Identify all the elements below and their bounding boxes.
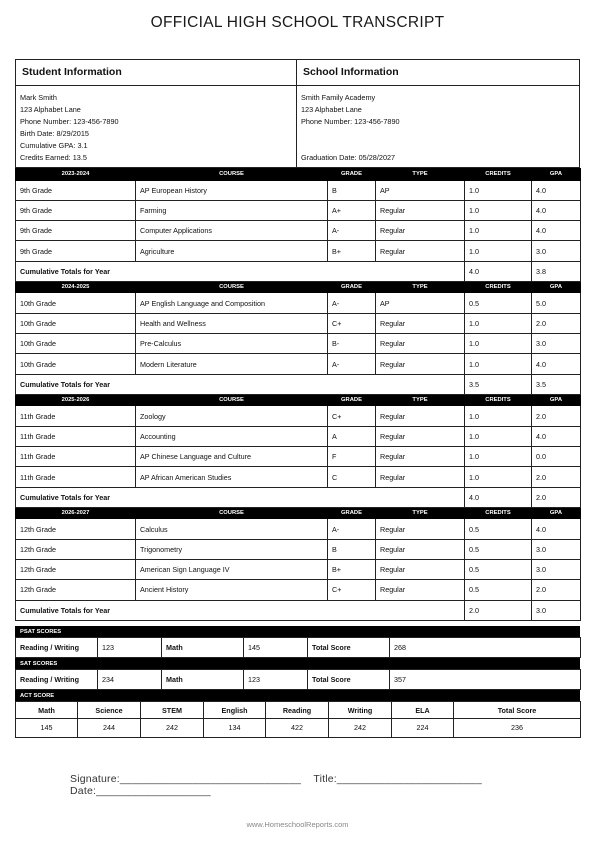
sat-table bbox=[15, 669, 581, 690]
course-row bbox=[16, 447, 581, 467]
footer-url: www.HomeschoolReports.com bbox=[246, 820, 349, 829]
course-row bbox=[16, 334, 581, 354]
letter-grade: C+ bbox=[328, 313, 376, 333]
course-gpa: 2.0 bbox=[532, 313, 581, 333]
act-heading: ACT SCORE bbox=[15, 690, 580, 701]
course-credits: 1.0 bbox=[465, 406, 532, 426]
grade-level: 11th Grade bbox=[16, 426, 136, 446]
course-name: Calculus bbox=[136, 519, 328, 539]
course-credits: 1.0 bbox=[465, 426, 532, 446]
column-header-course: COURSE bbox=[136, 169, 328, 181]
grade-level: 10th Grade bbox=[16, 334, 136, 354]
course-name: Ancient History bbox=[136, 580, 328, 600]
student-cumulative-gpa: Cumulative GPA: 3.1 bbox=[20, 141, 88, 150]
date-field: Date:___________________ bbox=[70, 785, 211, 797]
course-type: Regular bbox=[376, 580, 465, 600]
course-row bbox=[16, 580, 581, 600]
course-row bbox=[16, 519, 581, 539]
course-gpa: 3.0 bbox=[532, 539, 581, 559]
course-gpa: 4.0 bbox=[532, 221, 581, 241]
school-info-heading: School Information bbox=[297, 60, 579, 86]
letter-grade: A- bbox=[328, 519, 376, 539]
course-type: Regular bbox=[376, 467, 465, 487]
course-row bbox=[16, 180, 581, 200]
course-row bbox=[16, 426, 581, 446]
act-table bbox=[15, 701, 581, 738]
totals-credits: 4.0 bbox=[465, 261, 532, 281]
column-header-grade: GRADE bbox=[328, 281, 376, 293]
course-name: AP English Language and Composition bbox=[136, 293, 328, 313]
course-row bbox=[16, 241, 581, 261]
year-header-row bbox=[16, 394, 581, 406]
course-gpa: 4.0 bbox=[532, 426, 581, 446]
year-header-row bbox=[16, 281, 581, 293]
course-type: Regular bbox=[376, 221, 465, 241]
column-header-credits: CREDITS bbox=[465, 281, 532, 293]
course-credits: 1.0 bbox=[465, 334, 532, 354]
graduation-date: Graduation Date: 05/28/2027 bbox=[301, 153, 396, 162]
column-header-type: TYPE bbox=[376, 394, 465, 406]
grade-level: 9th Grade bbox=[16, 241, 136, 261]
course-credits: 1.0 bbox=[465, 200, 532, 220]
course-name: Pre-Calculus bbox=[136, 334, 328, 354]
course-row bbox=[16, 406, 581, 426]
course-gpa: 3.0 bbox=[532, 241, 581, 261]
column-header-grade: GRADE bbox=[328, 394, 376, 406]
course-credits: 1.0 bbox=[465, 313, 532, 333]
course-row bbox=[16, 354, 581, 374]
sat-math-label: Math bbox=[162, 670, 244, 690]
letter-grade: A- bbox=[328, 354, 376, 374]
course-credits: 1.0 bbox=[465, 467, 532, 487]
column-header-credits: CREDITS bbox=[465, 394, 532, 406]
school-address: 123 Alphabet Lane bbox=[301, 105, 362, 114]
course-row bbox=[16, 467, 581, 487]
column-header-type: TYPE bbox=[376, 281, 465, 293]
course-name: Farming bbox=[136, 200, 328, 220]
totals-credits: 2.0 bbox=[465, 600, 532, 620]
course-name: Trigonometry bbox=[136, 539, 328, 559]
psat-reading-label: Reading / Writing bbox=[16, 638, 98, 658]
course-credits: 0.5 bbox=[465, 539, 532, 559]
course-credits: 1.0 bbox=[465, 221, 532, 241]
totals-gpa: 3.5 bbox=[532, 374, 581, 394]
sat-math-score: 123 bbox=[244, 670, 308, 690]
letter-grade: B bbox=[328, 539, 376, 559]
student-credits-earned: Credits Earned: 13.5 bbox=[20, 153, 87, 162]
column-header-grade: GRADE bbox=[328, 507, 376, 519]
year-label: 2024-2025 bbox=[16, 281, 136, 293]
year-totals-row bbox=[16, 374, 581, 394]
act-score-english: 134 bbox=[204, 719, 266, 738]
act-label-ela: ELA bbox=[392, 702, 454, 719]
column-header-course: COURSE bbox=[136, 281, 328, 293]
course-type: Regular bbox=[376, 539, 465, 559]
totals-label: Cumulative Totals for Year bbox=[16, 374, 465, 394]
totals-gpa: 3.0 bbox=[532, 600, 581, 620]
act-score-writing: 242 bbox=[329, 719, 392, 738]
sat-row bbox=[16, 670, 581, 690]
course-name: Modern Literature bbox=[136, 354, 328, 374]
letter-grade: A- bbox=[328, 221, 376, 241]
year-totals-row bbox=[16, 487, 581, 507]
course-gpa: 4.0 bbox=[532, 180, 581, 200]
course-gpa: 5.0 bbox=[532, 293, 581, 313]
column-header-credits: CREDITS bbox=[465, 169, 532, 181]
course-row bbox=[16, 560, 581, 580]
column-header-gpa: GPA bbox=[532, 394, 581, 406]
year-label: 2025-2026 bbox=[16, 394, 136, 406]
course-gpa: 0.0 bbox=[532, 447, 581, 467]
column-header-credits: CREDITS bbox=[465, 507, 532, 519]
grades-table bbox=[15, 168, 581, 621]
psat-reading-score: 123 bbox=[98, 638, 162, 658]
course-gpa: 3.0 bbox=[532, 334, 581, 354]
course-name: Health and Wellness bbox=[136, 313, 328, 333]
column-header-gpa: GPA bbox=[532, 281, 581, 293]
course-type: Regular bbox=[376, 447, 465, 467]
psat-total-label: Total Score bbox=[308, 638, 390, 658]
course-name: Agriculture bbox=[136, 241, 328, 261]
course-gpa: 2.0 bbox=[532, 406, 581, 426]
year-totals-row bbox=[16, 600, 581, 620]
course-gpa: 3.0 bbox=[532, 560, 581, 580]
column-header-gpa: GPA bbox=[532, 169, 581, 181]
grade-level: 9th Grade bbox=[16, 200, 136, 220]
psat-math-label: Math bbox=[162, 638, 244, 658]
letter-grade: A bbox=[328, 426, 376, 446]
course-gpa: 2.0 bbox=[532, 580, 581, 600]
course-row bbox=[16, 293, 581, 313]
course-credits: 1.0 bbox=[465, 447, 532, 467]
course-gpa: 4.0 bbox=[532, 354, 581, 374]
totals-gpa: 2.0 bbox=[532, 487, 581, 507]
course-type: Regular bbox=[376, 560, 465, 580]
grade-level: 11th Grade bbox=[16, 447, 136, 467]
sat-reading-label: Reading / Writing bbox=[16, 670, 98, 690]
letter-grade: C+ bbox=[328, 406, 376, 426]
course-type: Regular bbox=[376, 334, 465, 354]
course-type: AP bbox=[376, 180, 465, 200]
act-score-science: 244 bbox=[78, 719, 141, 738]
column-header-gpa: GPA bbox=[532, 507, 581, 519]
course-credits: 0.5 bbox=[465, 560, 532, 580]
course-type: Regular bbox=[376, 519, 465, 539]
totals-credits: 3.5 bbox=[465, 374, 532, 394]
psat-heading: PSAT SCORES bbox=[15, 626, 580, 637]
course-credits: 0.5 bbox=[465, 580, 532, 600]
title-field: Title:________________________ bbox=[313, 773, 482, 785]
grades-section bbox=[15, 168, 580, 621]
year-label: 2023-2024 bbox=[16, 169, 136, 181]
column-header-course: COURSE bbox=[136, 507, 328, 519]
letter-grade: B- bbox=[328, 334, 376, 354]
sat-heading: SAT SCORES bbox=[15, 658, 580, 669]
grade-level: 9th Grade bbox=[16, 221, 136, 241]
totals-gpa: 3.8 bbox=[532, 261, 581, 281]
student-name: Mark Smith bbox=[20, 93, 57, 102]
course-name: AP African American Studies bbox=[136, 467, 328, 487]
course-type: Regular bbox=[376, 426, 465, 446]
course-credits: 1.0 bbox=[465, 241, 532, 261]
act-score-stem: 242 bbox=[141, 719, 204, 738]
course-row bbox=[16, 221, 581, 241]
course-row bbox=[16, 313, 581, 333]
student-birth-date: Birth Date: 8/29/2015 bbox=[20, 129, 89, 138]
student-info-heading: Student Information bbox=[16, 60, 296, 86]
course-credits: 0.5 bbox=[465, 519, 532, 539]
grade-level: 10th Grade bbox=[16, 293, 136, 313]
course-type: Regular bbox=[376, 354, 465, 374]
act-label-math: Math bbox=[16, 702, 78, 719]
act-score-math: 145 bbox=[16, 719, 78, 738]
column-header-type: TYPE bbox=[376, 169, 465, 181]
course-gpa: 2.0 bbox=[532, 467, 581, 487]
act-label-stem: STEM bbox=[141, 702, 204, 719]
course-name: American Sign Language IV bbox=[136, 560, 328, 580]
course-gpa: 4.0 bbox=[532, 519, 581, 539]
act-label-english: English bbox=[204, 702, 266, 719]
course-type: Regular bbox=[376, 200, 465, 220]
year-header-row bbox=[16, 507, 581, 519]
course-name: Computer Applications bbox=[136, 221, 328, 241]
grade-level: 10th Grade bbox=[16, 354, 136, 374]
letter-grade: A+ bbox=[328, 200, 376, 220]
psat-total-score: 268 bbox=[390, 638, 581, 658]
psat-math-score: 145 bbox=[244, 638, 308, 658]
column-header-grade: GRADE bbox=[328, 169, 376, 181]
student-address: 123 Alphabet Lane bbox=[20, 105, 81, 114]
course-name: AP European History bbox=[136, 180, 328, 200]
letter-grade: B bbox=[328, 180, 376, 200]
course-row bbox=[16, 539, 581, 559]
course-row bbox=[16, 200, 581, 220]
act-label-reading: Reading bbox=[266, 702, 329, 719]
act-label-total-score: Total Score bbox=[454, 702, 581, 719]
course-type: AP bbox=[376, 293, 465, 313]
letter-grade: B+ bbox=[328, 241, 376, 261]
year-label: 2026-2027 bbox=[16, 507, 136, 519]
grade-level: 11th Grade bbox=[16, 467, 136, 487]
grade-level: 10th Grade bbox=[16, 313, 136, 333]
course-name: Accounting bbox=[136, 426, 328, 446]
letter-grade: C bbox=[328, 467, 376, 487]
year-header-row bbox=[16, 169, 581, 181]
act-score-ela: 224 bbox=[392, 719, 454, 738]
student-info bbox=[16, 60, 297, 167]
sat-reading-score: 234 bbox=[98, 670, 162, 690]
course-name: AP Chinese Language and Culture bbox=[136, 447, 328, 467]
course-name: Zoology bbox=[136, 406, 328, 426]
psat-table bbox=[15, 637, 581, 658]
school-name: Smith Family Academy bbox=[301, 93, 376, 102]
signature-line bbox=[70, 773, 595, 797]
info-section bbox=[15, 59, 580, 168]
totals-credits: 4.0 bbox=[465, 487, 532, 507]
sat-total-label: Total Score bbox=[308, 670, 390, 690]
grade-level: 12th Grade bbox=[16, 560, 136, 580]
page-title: OFFICIAL HIGH SCHOOL TRANSCRIPT bbox=[150, 14, 445, 31]
school-info bbox=[297, 60, 579, 167]
letter-grade: C+ bbox=[328, 580, 376, 600]
course-type: Regular bbox=[376, 241, 465, 261]
year-totals-row bbox=[16, 261, 581, 281]
column-header-course: COURSE bbox=[136, 394, 328, 406]
grade-level: 12th Grade bbox=[16, 539, 136, 559]
course-credits: 0.5 bbox=[465, 293, 532, 313]
letter-grade: B+ bbox=[328, 560, 376, 580]
course-credits: 1.0 bbox=[465, 180, 532, 200]
test-scores-section bbox=[15, 626, 580, 738]
act-label-writing: Writing bbox=[329, 702, 392, 719]
psat-row bbox=[16, 638, 581, 658]
course-type: Regular bbox=[376, 313, 465, 333]
grade-level: 12th Grade bbox=[16, 580, 136, 600]
totals-label: Cumulative Totals for Year bbox=[16, 600, 465, 620]
totals-label: Cumulative Totals for Year bbox=[16, 261, 465, 281]
course-credits: 1.0 bbox=[465, 354, 532, 374]
course-gpa: 4.0 bbox=[532, 200, 581, 220]
signature-field: Signature:______________________________ bbox=[70, 773, 302, 785]
act-score-reading: 422 bbox=[266, 719, 329, 738]
act-score-total-score: 236 bbox=[454, 719, 581, 738]
column-header-type: TYPE bbox=[376, 507, 465, 519]
school-phone: Phone Number: 123-456-7890 bbox=[301, 117, 400, 126]
course-type: Regular bbox=[376, 406, 465, 426]
totals-label: Cumulative Totals for Year bbox=[16, 487, 465, 507]
act-values-row bbox=[16, 719, 581, 738]
act-labels-row bbox=[16, 702, 581, 719]
sat-total-score: 357 bbox=[390, 670, 581, 690]
grade-level: 11th Grade bbox=[16, 406, 136, 426]
letter-grade: A- bbox=[328, 293, 376, 313]
letter-grade: F bbox=[328, 447, 376, 467]
act-label-science: Science bbox=[78, 702, 141, 719]
grade-level: 9th Grade bbox=[16, 180, 136, 200]
grade-level: 12th Grade bbox=[16, 519, 136, 539]
student-phone: Phone Number: 123-456-7890 bbox=[20, 117, 119, 126]
